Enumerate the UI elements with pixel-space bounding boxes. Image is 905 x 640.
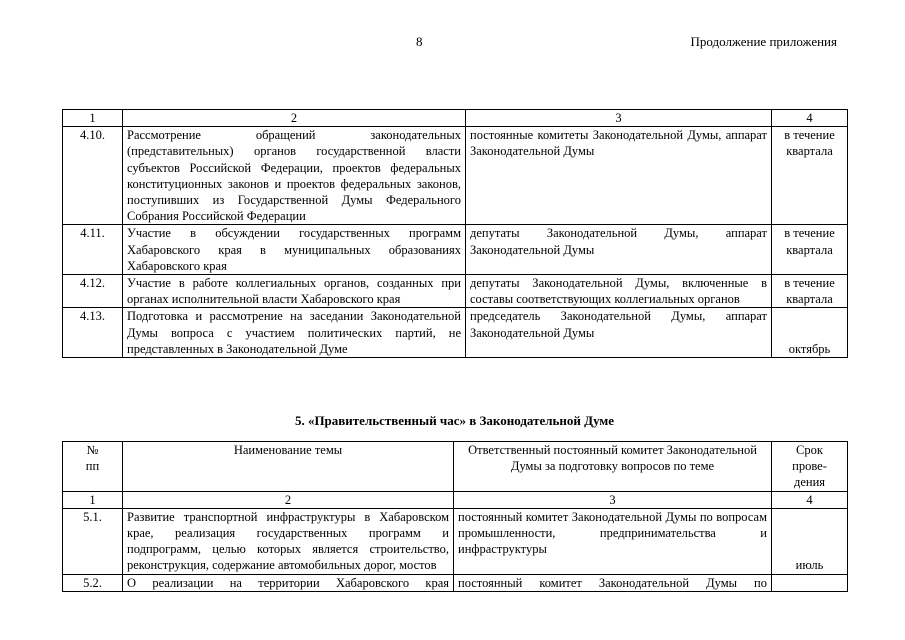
header-responsible: Ответственный постоянный комитет Законодательной Думы за подготовку вопросов по теме [454,442,772,492]
row-responsible: председатель Законодательной Думы, аппарат Законодательной Думы [466,308,772,358]
row-number: 5.2. [63,574,123,591]
row-term: в течение квартала [772,127,848,225]
section-title: 5. «Правительственный час» в Законодательной Думе [294,413,615,428]
row-responsible: постоянный комитет Законодательной Думы по [454,574,772,591]
column-number: 3 [466,110,772,127]
plan-table-section-4 [62,109,848,358]
column-number: 1 [63,491,123,508]
header-term: Срок прове- дения [772,442,848,492]
column-number: 4 [772,491,848,508]
row-number: 4.11. [63,225,123,275]
row-topic: Участие в работе коллегиальных органов, созданных при органах исполнительной власти Хабаровского края [123,275,466,308]
header-topic: Наименование темы [123,442,454,492]
header-number: № пп [63,442,123,492]
row-responsible: постоянный комитет Законодательной Думы по вопросам промышленности, предпринимательства и инфраструктуры [454,508,772,574]
row-number: 4.12. [63,275,123,308]
row-number: 5.1. [63,508,123,574]
table-row [63,508,848,574]
row-topic: Участие в обсуждении государственных программ Хабаровского края в муниципальных образованиях Хабаровского края [123,225,466,275]
row-term: октябрь [772,308,848,358]
row-responsible: депутаты Законодательной Думы, включенные в составы соответствующих коллегиальных органов [466,275,772,308]
table-row [63,275,848,308]
column-number: 3 [454,491,772,508]
table-row [63,225,848,275]
row-term: в течение квартала [772,225,848,275]
column-number: 2 [123,491,454,508]
page-number: 8 [416,34,423,49]
row-responsible: депутаты Законодательной Думы, аппарат Законодательной Думы [466,225,772,275]
row-topic: Развитие транспортной инфраструктуры в Хабаровском крае, реализация государственных программ и подпрограмм, целью которых является строительство, реконструкция, содержание автомобильных дорог, мостов [123,508,454,574]
column-number: 2 [123,110,466,127]
row-number: 4.10. [63,127,123,225]
header-row [63,442,848,492]
plan-table-section-5 [62,441,848,592]
row-topic: О реализации на территории Хабаровского края [123,574,454,591]
column-number: 1 [63,110,123,127]
row-number: 4.13. [63,308,123,358]
table-row [63,574,848,591]
row-term: июль [772,508,848,574]
column-number-row [63,491,848,508]
row-topic: Рассмотрение обращений законодательных (представительных) органов государственной власти субъектов Российской Федерации, проектов федеральных конституционных законов и проектов федеральных законов, поступивших из Государственной Думы Федерального Собрания Российской Федерации [123,127,466,225]
table-row [63,127,848,225]
row-responsible: постоянные комитеты Законодательной Думы, аппарат Законодательной Думы [466,127,772,225]
row-term: в течение квартала [772,275,848,308]
row-term [772,574,848,591]
column-number: 4 [772,110,848,127]
table-row [63,308,848,358]
page-note: Продолжение приложения [690,34,837,49]
row-topic: Подготовка и рассмотрение на заседании Законодательной Думы вопроса с участием политических партий, не представленных в Законодательной Думе [123,308,466,358]
column-number-row [63,110,848,127]
